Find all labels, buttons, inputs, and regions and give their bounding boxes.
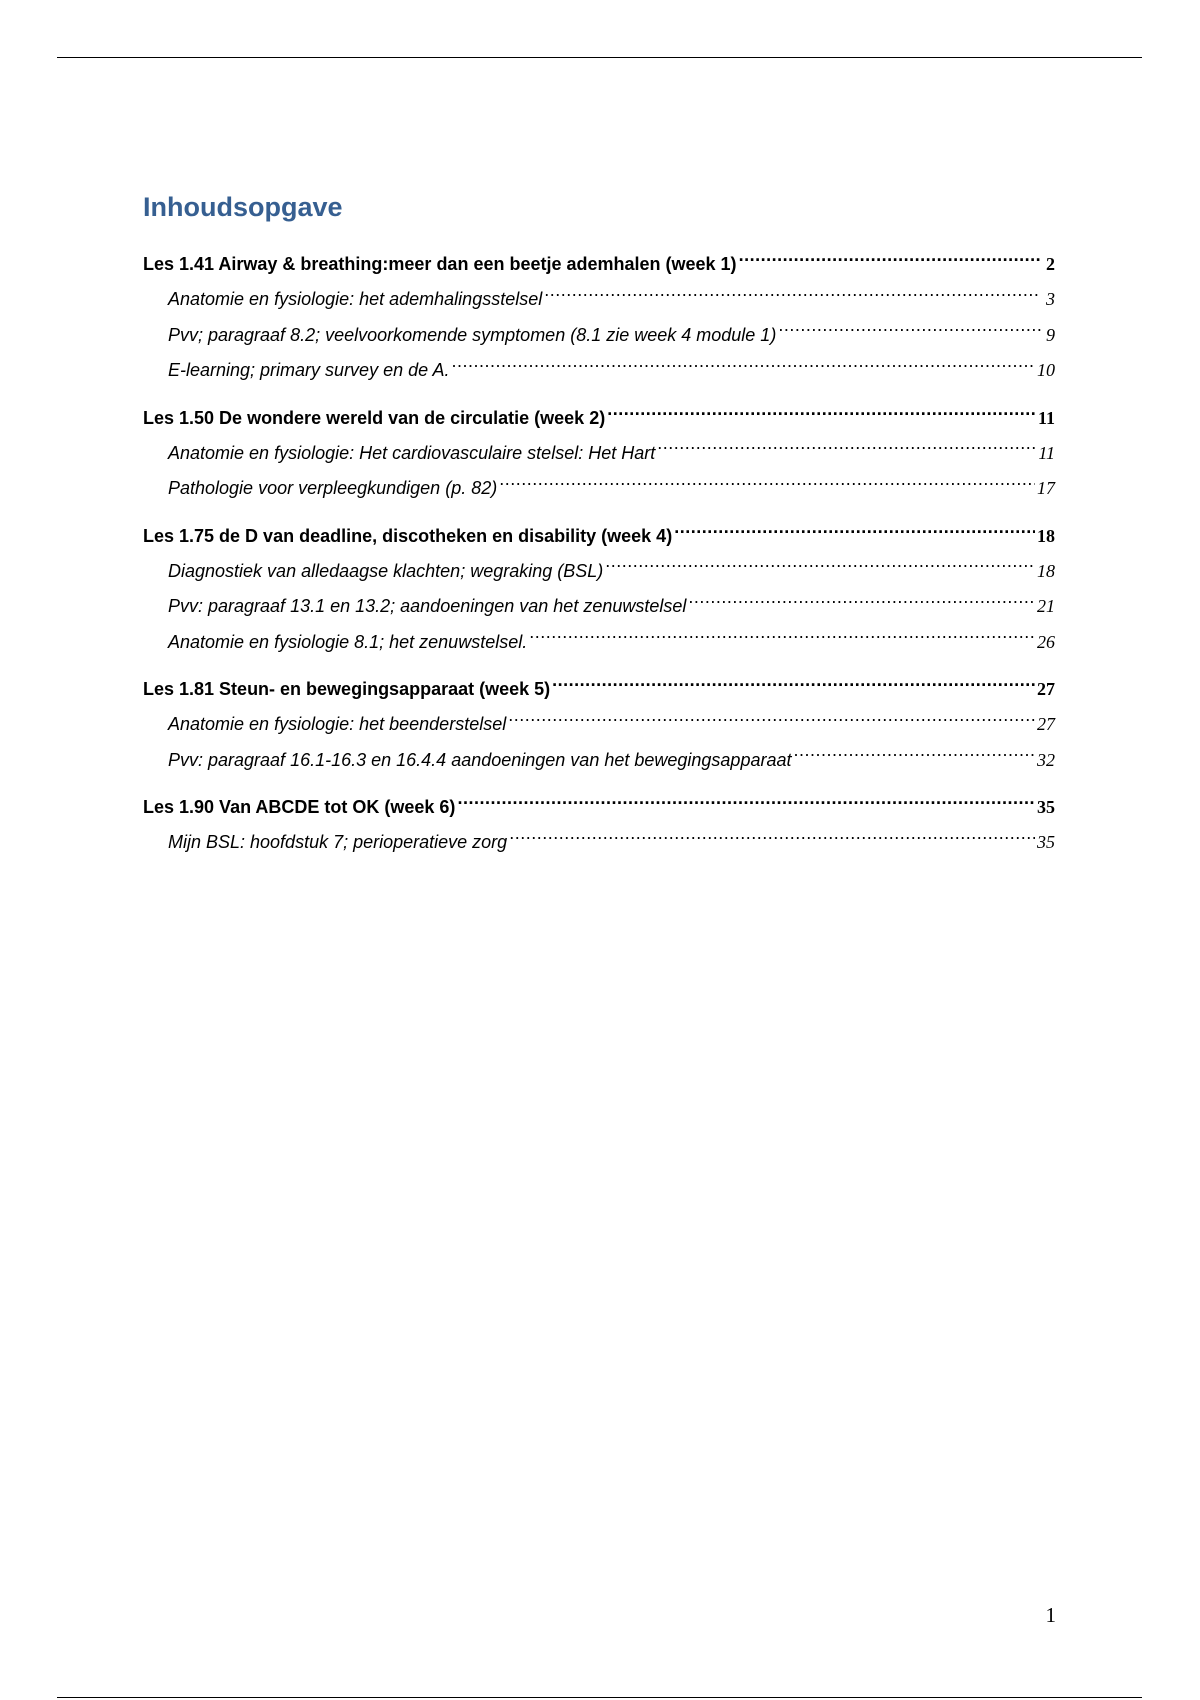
toc-page-number: 35: [1037, 797, 1055, 817]
toc-page-number: 9: [1046, 324, 1055, 345]
toc-subentry[interactable]: [143, 436, 1055, 472]
toc-page-number: 35: [1037, 832, 1055, 852]
toc-subentry[interactable]: [143, 625, 1055, 661]
toc-subentry-label: Pvv; paragraaf 8.2; veelvoorkomende symptomen (8.1 zie week 4 module 1): [168, 324, 777, 345]
toc-subentry-label: E-learning; primary survey en de A.: [168, 360, 450, 380]
toc-group-les-1-75: [143, 518, 1055, 661]
dot-leader: [457, 795, 1035, 813]
toc-page-number: 18: [1037, 525, 1055, 546]
toc-subentry[interactable]: [143, 707, 1055, 743]
toc-page-number: 11: [1038, 442, 1055, 463]
toc-heading-label: Les 1.75 de D van deadline, discotheken en disability (week 4): [143, 525, 673, 546]
toc-group-les-1-81: [143, 671, 1055, 778]
toc-page-number: 2: [1046, 254, 1055, 274]
dot-leader: [508, 712, 1035, 730]
toc-page-number: 3: [1046, 289, 1055, 309]
dot-leader: [739, 252, 1041, 270]
toc-subentry[interactable]: [143, 471, 1055, 507]
toc-heading-entry[interactable]: [143, 400, 1055, 436]
dot-leader: [552, 677, 1035, 695]
toc-page-number: 17: [1037, 478, 1055, 498]
dot-leader: [688, 594, 1035, 612]
dot-leader: [499, 476, 1035, 494]
dot-leader: [605, 559, 1035, 577]
toc-page-number: 27: [1037, 679, 1055, 699]
toc-group-les-1-90: [143, 789, 1055, 861]
toc-heading-label: Les 1.90 Van ABCDE tot OK (week 6): [143, 797, 456, 817]
toc-group-les-1-41: [143, 246, 1055, 389]
toc-group-les-1-50: [143, 400, 1055, 507]
toc-subentry-label: Pvv: paragraaf 13.1 en 13.2; aandoeningen van het zenuwstelsel: [168, 596, 687, 616]
dot-leader: [778, 323, 1041, 341]
dot-leader: [657, 441, 1036, 459]
toc-heading-label: Les 1.50 De wondere wereld van de circulatie (week 2): [143, 407, 606, 428]
toc-subentry-label: Diagnostiek van alledaagse klachten; wegraking (BSL): [168, 560, 604, 581]
toc-page-number: 18: [1037, 560, 1055, 581]
dot-leader: [529, 630, 1035, 648]
toc-subentry-label: Anatomie en fysiologie: het beenderstelsel: [168, 714, 507, 734]
toc-title: Inhoudsopgave: [143, 192, 343, 222]
toc-heading-entry[interactable]: [143, 518, 1055, 554]
toc-heading-entry[interactable]: [143, 671, 1055, 707]
toc-subentry[interactable]: [143, 743, 1055, 779]
dot-leader: [793, 748, 1035, 766]
dot-leader: [607, 406, 1036, 424]
toc-subentry[interactable]: [143, 825, 1055, 861]
header-rule: [57, 57, 1142, 58]
toc-subentry-label: Pathologie voor verpleegkundigen (p. 82): [168, 478, 498, 498]
toc-subentry[interactable]: [143, 318, 1055, 354]
dot-leader: [674, 524, 1035, 542]
table-of-contents: [143, 188, 1055, 872]
toc-subentry[interactable]: [143, 353, 1055, 389]
dot-leader: [509, 830, 1035, 848]
toc-subentry-label: Anatomie en fysiologie 8.1; het zenuwstelsel.: [168, 631, 528, 652]
toc-heading-entry[interactable]: [143, 789, 1055, 825]
toc-heading-entry[interactable]: [143, 246, 1055, 282]
toc-page-number: 11: [1037, 407, 1055, 428]
toc-heading-label: Les 1.41 Airway & breathing:meer dan een beetje ademhalen (week 1): [143, 254, 737, 274]
dot-leader: [451, 358, 1035, 376]
footer-rule: [57, 1697, 1142, 1698]
page-number: 1: [1045, 1603, 1056, 1627]
toc-subentry[interactable]: [143, 554, 1055, 590]
toc-subentry[interactable]: [143, 589, 1055, 625]
toc-subentry[interactable]: [143, 282, 1055, 318]
toc-subentry-label: Mijn BSL: hoofdstuk 7; perioperatieve zorg: [168, 832, 508, 852]
toc-page-number: 27: [1037, 714, 1055, 734]
dot-leader: [544, 287, 1041, 305]
toc-page-number: 26: [1037, 631, 1055, 652]
toc-subentry-label: Pvv: paragraaf 16.1-16.3 en 16.4.4 aandoeningen van het bewegingsapparaat: [168, 749, 792, 770]
toc-page-number: 32: [1037, 749, 1055, 770]
toc-subentry-label: Anatomie en fysiologie: Het cardiovasculaire stelsel: Het Hart: [168, 442, 656, 463]
toc-page-number: 21: [1037, 596, 1055, 616]
toc-heading-label: Les 1.81 Steun- en bewegingsapparaat (week 5): [143, 679, 551, 699]
toc-page-number: 10: [1037, 360, 1055, 380]
toc-subentry-label: Anatomie en fysiologie: het ademhalingsstelsel: [168, 289, 543, 309]
